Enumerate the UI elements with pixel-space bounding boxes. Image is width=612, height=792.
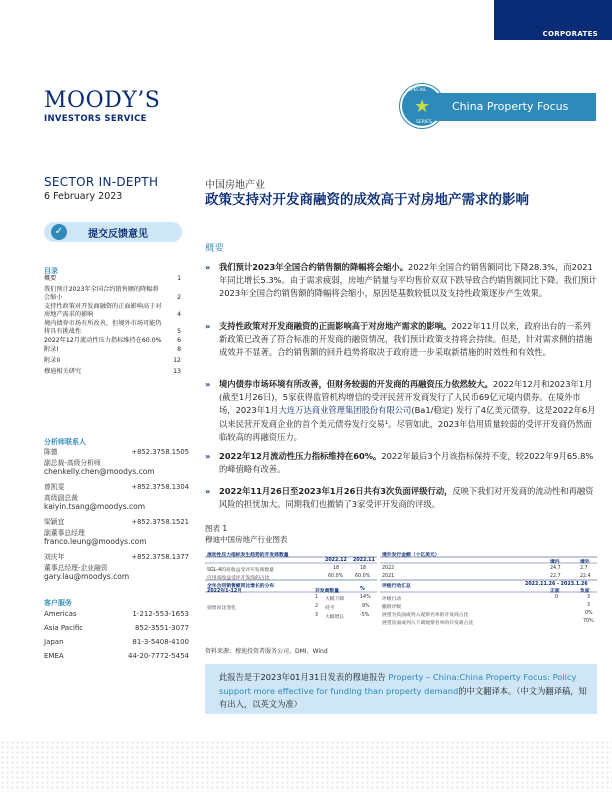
bullet-item: » 2022年12月流动性压力指标维持在60%。2022年最后3个月该指标保持不变，较2022年9月65.8%的峰值略有改善。 <box>205 451 594 475</box>
client-service-heading: 客户服务 <box>44 599 72 607</box>
table-right-heading: 境外发行金额（十亿美元） <box>382 553 440 558</box>
analyst-contact: 曾凯雯 +852.3758.1304 高级副总裁 kaiyin.tsang@moodys.com <box>44 483 189 511</box>
page-title: 政策支持对开发商融资的成效高于对房地产需求的影响 <box>205 192 529 208</box>
table-left-heading: 流动性压力指标发生趋势的开发商数量 <box>207 553 289 558</box>
source-note: 资料来源：穆迪投资者服务公司、DMI、Wind <box>205 648 328 655</box>
bullet-item: » 境内债券市场环境有所改善，但财务较弱的开发商的再融资压力依然较大。2022年12月和2023年1月 (截至1月26日)，5家获得监管机构增信的受评民营开发商发行了人民币69亿元境内债券。在境外市场，2023年1月大连万达商业管理集团股份有限公司(Ba1/稳定) 发行了4亿美元债券，这是2022年6月以来民营开发商企业的首个美元债券发行交易¹。尽管如此，2023年信用质量较弱的受评开发商仍然面临较高的再融资压力。 <box>205 379 596 442</box>
bullet-marker: » <box>205 262 211 272</box>
feedback-label: 提交反馈意见 <box>88 229 148 240</box>
analyst-email[interactable]: gary.lau@moodys.com <box>44 572 130 581</box>
analysts-heading: 分析师联系人 <box>44 438 86 446</box>
bullet-marker: » <box>205 486 211 496</box>
figure-title: 穆迪中国房地产行业图表 <box>205 535 288 544</box>
toc-item[interactable]: 附录II 12 <box>44 357 181 364</box>
toc-item[interactable]: 2022年12月流动性压力指标维持在60.0% 6 <box>44 337 181 344</box>
bullet-marker: » <box>205 451 211 461</box>
analyst-email[interactable]: kaiyin.tsang@moodys.com <box>44 502 146 511</box>
report-date: 6 February 2023 <box>44 191 123 202</box>
toc-item[interactable]: 支持性政策对开发商融资的正面影响高于对房地产需求的影响 4 <box>44 303 181 318</box>
toc-item[interactable]: 附录I 8 <box>44 346 181 353</box>
category-label: 中国房地产业 <box>205 180 265 191</box>
toc-item[interactable]: 我们预计2023年全国合约销售额的降幅将会缩小 2 <box>44 286 181 301</box>
toc-item[interactable]: 穆迪相关研究 13 <box>44 368 181 375</box>
toc-item[interactable]: 境内债券市场有所改善，但境外市场可能仍将具有挑战性 5 <box>44 320 181 335</box>
toc-heading: 目录 <box>44 267 58 275</box>
analyst-contacts <box>44 448 189 588</box>
logo-main: MOODY’S <box>44 88 161 113</box>
service-row: Americas 1-212-553-1653 <box>44 610 189 618</box>
checkmark-icon: ✓ <box>51 224 67 240</box>
bullet-marker: » <box>205 321 211 331</box>
issuer-link[interactable]: 大连万达商业管理集团股份有限公司 <box>278 405 412 416</box>
corporates-label: CORPORATES <box>542 30 598 38</box>
analyst-email[interactable]: chenkelly.chen@moodys.com <box>44 467 155 476</box>
analyst-contact: 刘庆年 +852.3758.1377 董事总经理-企业融资 gary.lau@moodys.com <box>44 553 189 581</box>
analyst-email[interactable]: franco.leung@moodys.com <box>44 537 147 546</box>
figure-label: 图表 1 <box>205 524 228 533</box>
service-row: Asia Pacific 852-3551-3077 <box>44 624 189 632</box>
series-badge <box>436 93 596 121</box>
translation-note: 此报告是于2023年01月31日发表的穆迪报告 Property – China:China Property Focus: Policy support more effective for funding than property demand的中文翻译本。（中文为翻译稿，知有出入，以英文为准） <box>205 664 597 714</box>
analyst-contact: 陈德 +852.3758.1505 副总裁-高级分析师 chenkelly.chen@moodys.com <box>44 448 189 476</box>
moodys-logo <box>44 88 160 124</box>
bullet-item: » 2022年11月26日至2023年1月26日共有3次负面评级行动，反映下我们对开发商的流动性和再融资风险的担忧加大。同期我们也撤销了3家受评开发商的评级。 <box>205 486 594 510</box>
corporates-banner <box>494 0 612 40</box>
logo-sub: INVESTORS SERVICE <box>44 114 147 124</box>
bullet-item: » 支持性政策对开发商融资的正面影响高于对房地产需求的影响。2022年11月以来，政府出台的一系列新政策已改善了符合标准的开发商的融资情况，我们预计政策支持将会持续。但是，针对需求侧的措施成效并不显著。合约销售额的回升趋势将取决于政府进一步采取新措施的时效性和有效性。 <box>205 321 593 358</box>
toc-item[interactable]: 概要 1 <box>44 275 181 282</box>
bullet-item: » 我们预计2023年全国合约销售额的降幅将会缩小。2022年全国合约销售额同比下降28.3%，而2021年同比增长5.3%。由于需求疲弱，房地产销量与平均售价双双下跌导致合约销售额同比下降。我们预计2023年全国合约销售额的降幅将会缩小，原因是基数较低以及支持性政策逐步产生效果。 <box>205 262 597 299</box>
table-of-contents <box>44 275 181 379</box>
series-badge-label: China Property Focus <box>452 100 569 113</box>
analyst-contact: 梁颖宜 +852.3758.1521 副董事总经理 franco.leung@moodys.com <box>44 518 189 546</box>
feedback-button[interactable] <box>44 222 182 242</box>
figure-caption <box>205 523 288 545</box>
sector-label: SECTOR IN-DEPTH <box>44 175 159 189</box>
service-row: Japan 81-3-5408-4100 <box>44 638 189 646</box>
bullet-marker: » <box>205 379 211 389</box>
service-row: EMEA 44-20-7772-5454 <box>44 652 189 660</box>
seal-bottom-text: SERIES <box>416 120 432 125</box>
dot-pattern-decoration <box>0 740 612 792</box>
star-icon: ★ <box>414 96 431 117</box>
original-report-link[interactable]: Property – China:China Property Focus: Policy support more effective for funding than property demand <box>219 672 577 696</box>
overview-heading: 概要 <box>205 243 225 254</box>
client-service-list <box>44 610 189 666</box>
seal-top-text: SPECIAL <box>408 88 427 93</box>
